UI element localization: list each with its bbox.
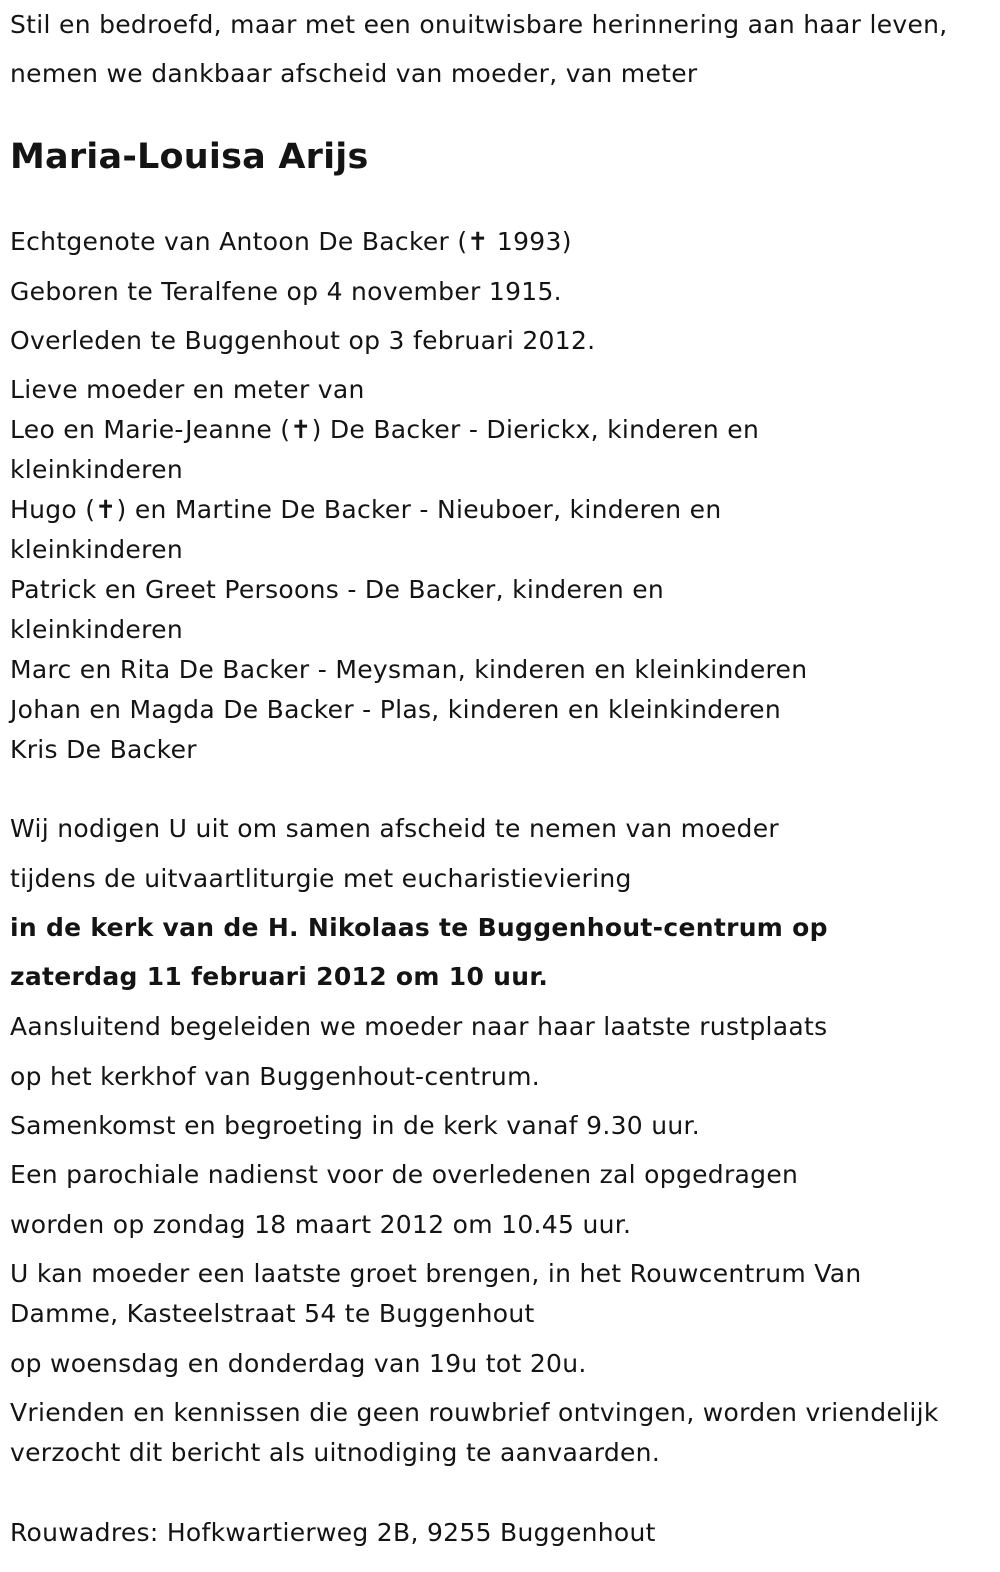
visit-line-2: Damme, Kasteelstraat 54 te Buggenhout [10, 1299, 535, 1328]
service-line-2: worden op zondag 18 maart 2012 om 10.45 uur. [10, 1210, 632, 1239]
burial-line-2: op het kerkhof van Buggenhout-centrum. [10, 1062, 540, 1091]
intro-line-2: nemen we dankbaar afscheid van moeder, van meter [10, 59, 698, 88]
family-line: Leo en Marie-Jeanne (✝) De Backer - Dierickx, kinderen en [10, 415, 760, 444]
family-line: kleinkinderen [10, 455, 183, 484]
birth-line: Geboren te Teralfene op 4 november 1915. [10, 277, 562, 306]
family-line: Patrick en Greet Persoons - De Backer, kinderen en [10, 575, 665, 604]
family-line: Kris De Backer [10, 735, 197, 764]
death-line: Overleden te Buggenhout op 3 februari 2012. [10, 326, 596, 355]
ceremony-datetime: zaterdag 11 februari 2012 om 10 uur. [10, 962, 549, 991]
notice-line-1: Vrienden en kennissen die geen rouwbrief ontvingen, worden vriendelijk [10, 1398, 939, 1427]
spouse-line: Echtgenote van Antoon De Backer (✝ 1993) [10, 227, 572, 256]
family-line: Johan en Magda De Backer - Plas, kinderen en kleinkinderen [10, 695, 781, 724]
deceased-name: Maria-Louisa Arijs [10, 137, 369, 177]
family-line: Hugo (✝) en Martine De Backer - Nieuboer, kinderen en [10, 495, 722, 524]
notice-line-2: verzocht dit bericht als uitnodiging te aanvaarden. [10, 1438, 661, 1467]
service-line-1: Een parochiale nadienst voor de overledenen zal opgedragen [10, 1160, 799, 1189]
mourning-address: Rouwadres: Hofkwartierweg 2B, 9255 Buggenhout [10, 1518, 656, 1547]
intro-line-1: Stil en bedroefd, maar met een onuitwisbare herinnering aan haar leven, [10, 10, 948, 39]
family-line: kleinkinderen [10, 615, 183, 644]
family-line: Marc en Rita De Backer - Meysman, kinderen en kleinkinderen [10, 655, 808, 684]
invitation-line-2: tijdens de uitvaartliturgie met eucharistieviering [10, 864, 632, 893]
visit-line-1: U kan moeder een laatste groet brengen, in het Rouwcentrum Van [10, 1259, 862, 1288]
invitation-line-1: Wij nodigen U uit om samen afscheid te nemen van moeder [10, 814, 779, 843]
family-heading: Lieve moeder en meter van [10, 375, 365, 404]
family-line: kleinkinderen [10, 535, 183, 564]
gathering-line: Samenkomst en begroeting in de kerk vanaf 9.30 uur. [10, 1111, 701, 1140]
visit-line-3: op woensdag en donderdag van 19u tot 20u. [10, 1349, 587, 1378]
ceremony-location: in de kerk van de H. Nikolaas te Buggenhout-centrum op [10, 913, 828, 942]
burial-line-1: Aansluitend begeleiden we moeder naar haar laatste rustplaats [10, 1012, 828, 1041]
